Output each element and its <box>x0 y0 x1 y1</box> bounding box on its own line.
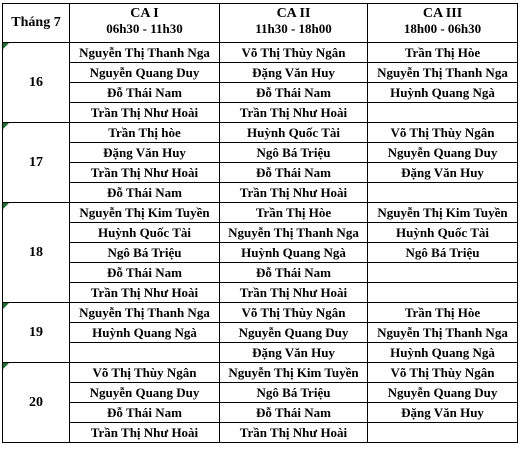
header-row <box>3 4 518 43</box>
staff-cell-shift-2: Trần Thị Như Hoài <box>220 183 368 203</box>
staff-cell-shift-3 <box>368 183 518 203</box>
day-label: 18 <box>29 244 43 260</box>
cell-comment-marker-icon <box>3 123 9 129</box>
shift-time: 11h30 - 18h00 <box>255 21 332 36</box>
staff-cell-shift-3: Ngô Bá Triệu <box>368 243 518 263</box>
cell-comment-marker-icon <box>3 303 9 309</box>
staff-cell-shift-3: Võ Thị Thùy Ngân <box>368 363 518 383</box>
table-row <box>3 243 518 263</box>
staff-cell-shift-1 <box>70 343 220 363</box>
table-row <box>3 143 518 163</box>
staff-cell-shift-1: Trần Thị Như Hoài <box>70 163 220 183</box>
table-row <box>3 263 518 283</box>
staff-cell-shift-1: Nguyễn Quang Duy <box>70 383 220 403</box>
staff-cell-shift-3: Nguyễn Thị Thanh Nga <box>368 63 518 83</box>
staff-cell-shift-2: Đỗ Thái Nam <box>220 83 368 103</box>
day-cell <box>3 303 70 363</box>
cell-comment-marker-icon <box>3 43 9 49</box>
staff-cell-shift-3 <box>368 263 518 283</box>
shift-header-2 <box>220 4 368 43</box>
staff-cell-shift-1: Trần Thị Như Hoài <box>70 103 220 123</box>
table-row <box>3 403 518 423</box>
staff-cell-shift-3: Nguyễn Thị Kim Tuyền <box>368 203 518 223</box>
staff-cell-shift-2: Đỗ Thái Nam <box>220 403 368 423</box>
staff-cell-shift-1: Võ Thị Thùy Ngân <box>70 363 220 383</box>
table-row <box>3 123 518 143</box>
cell-comment-marker-icon <box>3 203 9 209</box>
table-row <box>3 183 518 203</box>
schedule-table <box>2 3 518 443</box>
staff-cell-shift-2: Võ Thị Thùy Ngân <box>220 303 368 323</box>
staff-cell-shift-3: Nguyễn Thị Thanh Nga <box>368 323 518 343</box>
staff-cell-shift-2: Nguyễn Quang Duy <box>220 323 368 343</box>
staff-cell-shift-3: Huỳnh Quang Ngà <box>368 83 518 103</box>
table-row <box>3 83 518 103</box>
shift-header-1 <box>70 4 220 43</box>
staff-cell-shift-1: Huỳnh Quang Ngà <box>70 323 220 343</box>
shift-time: 18h00 - 06h30 <box>403 21 482 36</box>
staff-cell-shift-2: Huỳnh Quốc Tài <box>220 123 368 143</box>
day-label: 20 <box>29 394 43 410</box>
staff-cell-shift-1: Đỗ Thái Nam <box>70 83 220 103</box>
table-row <box>3 223 518 243</box>
table-row <box>3 323 518 343</box>
staff-cell-shift-1: Trần Thị Như Hoài <box>70 423 220 443</box>
staff-cell-shift-2: Đỗ Thái Nam <box>220 263 368 283</box>
shift-name: CA II <box>276 6 311 21</box>
staff-cell-shift-1: Đỗ Thái Nam <box>70 183 220 203</box>
day-cell <box>3 203 70 303</box>
staff-cell-shift-1: Trần Thị hòe <box>70 123 220 143</box>
shift-name: CA III <box>422 6 463 21</box>
shift-time: 06h30 - 11h30 <box>106 21 183 36</box>
table-row <box>3 63 518 83</box>
staff-cell-shift-2: Nguyễn Thị Kim Tuyền <box>220 363 368 383</box>
day-cell <box>3 123 70 203</box>
schedule-body <box>3 43 518 443</box>
shift-header-3 <box>368 4 518 43</box>
staff-cell-shift-1: Nguyễn Thị Kim Tuyền <box>70 203 220 223</box>
staff-cell-shift-3 <box>368 103 518 123</box>
staff-cell-shift-1: Nguyễn Thị Thanh Nga <box>70 303 220 323</box>
staff-cell-shift-1: Đặng Văn Huy <box>70 143 220 163</box>
staff-cell-shift-1: Ngô Bá Triệu <box>70 243 220 263</box>
staff-cell-shift-1: Nguyễn Quang Duy <box>70 63 220 83</box>
staff-cell-shift-2: Trần Thị Như Hoài <box>220 423 368 443</box>
staff-cell-shift-3: Nguyễn Quang Duy <box>368 143 518 163</box>
staff-cell-shift-3: Huỳnh Quang Ngà <box>368 343 518 363</box>
staff-cell-shift-2: Nguyễn Thị Thanh Nga <box>220 223 368 243</box>
staff-cell-shift-2: Ngô Bá Triệu <box>220 143 368 163</box>
staff-cell-shift-1: Đỗ Thái Nam <box>70 403 220 423</box>
staff-cell-shift-1: Trần Thị Như Hoài <box>70 283 220 303</box>
staff-cell-shift-3: Đặng Văn Huy <box>368 403 518 423</box>
table-row <box>3 423 518 443</box>
staff-cell-shift-3: Trần Thị Hòe <box>368 43 518 63</box>
staff-cell-shift-2: Ngô Bá Triệu <box>220 383 368 403</box>
table-row <box>3 303 518 323</box>
staff-cell-shift-3: Nguyễn Quang Duy <box>368 383 518 403</box>
staff-cell-shift-2: Võ Thị Thùy Ngân <box>220 43 368 63</box>
staff-cell-shift-3: Võ Thị Thùy Ngân <box>368 123 518 143</box>
staff-cell-shift-3: Huỳnh Quốc Tài <box>368 223 518 243</box>
staff-cell-shift-2: Trần Thị Hòe <box>220 203 368 223</box>
day-label: 19 <box>29 324 43 340</box>
staff-cell-shift-2: Trần Thị Như Hoài <box>220 103 368 123</box>
table-row <box>3 283 518 303</box>
table-row <box>3 163 518 183</box>
cell-comment-marker-icon <box>3 363 9 369</box>
staff-cell-shift-1: Huỳnh Quốc Tài <box>70 223 220 243</box>
table-row <box>3 343 518 363</box>
staff-cell-shift-3: Trần Thị Hòe <box>368 303 518 323</box>
staff-cell-shift-2: Đỗ Thái Nam <box>220 163 368 183</box>
staff-cell-shift-2: Đặng Văn Huy <box>220 63 368 83</box>
shift-name: CA I <box>130 6 159 21</box>
staff-cell-shift-1: Nguyễn Thị Thanh Nga <box>70 43 220 63</box>
table-row <box>3 103 518 123</box>
staff-cell-shift-3 <box>368 423 518 443</box>
staff-cell-shift-3 <box>368 283 518 303</box>
staff-cell-shift-1: Đỗ Thái Nam <box>70 263 220 283</box>
day-label: 16 <box>29 74 43 90</box>
staff-cell-shift-2: Đặng Văn Huy <box>220 343 368 363</box>
table-row <box>3 383 518 403</box>
day-cell <box>3 43 70 123</box>
staff-cell-shift-2: Huỳnh Quang Ngà <box>220 243 368 263</box>
day-cell <box>3 363 70 443</box>
table-row <box>3 203 518 223</box>
table-row <box>3 43 518 63</box>
month-header: Tháng 7 <box>3 4 70 43</box>
staff-cell-shift-3: Đặng Văn Huy <box>368 163 518 183</box>
staff-cell-shift-2: Trần Thị Như Hoài <box>220 283 368 303</box>
day-label: 17 <box>29 154 43 170</box>
table-row <box>3 363 518 383</box>
